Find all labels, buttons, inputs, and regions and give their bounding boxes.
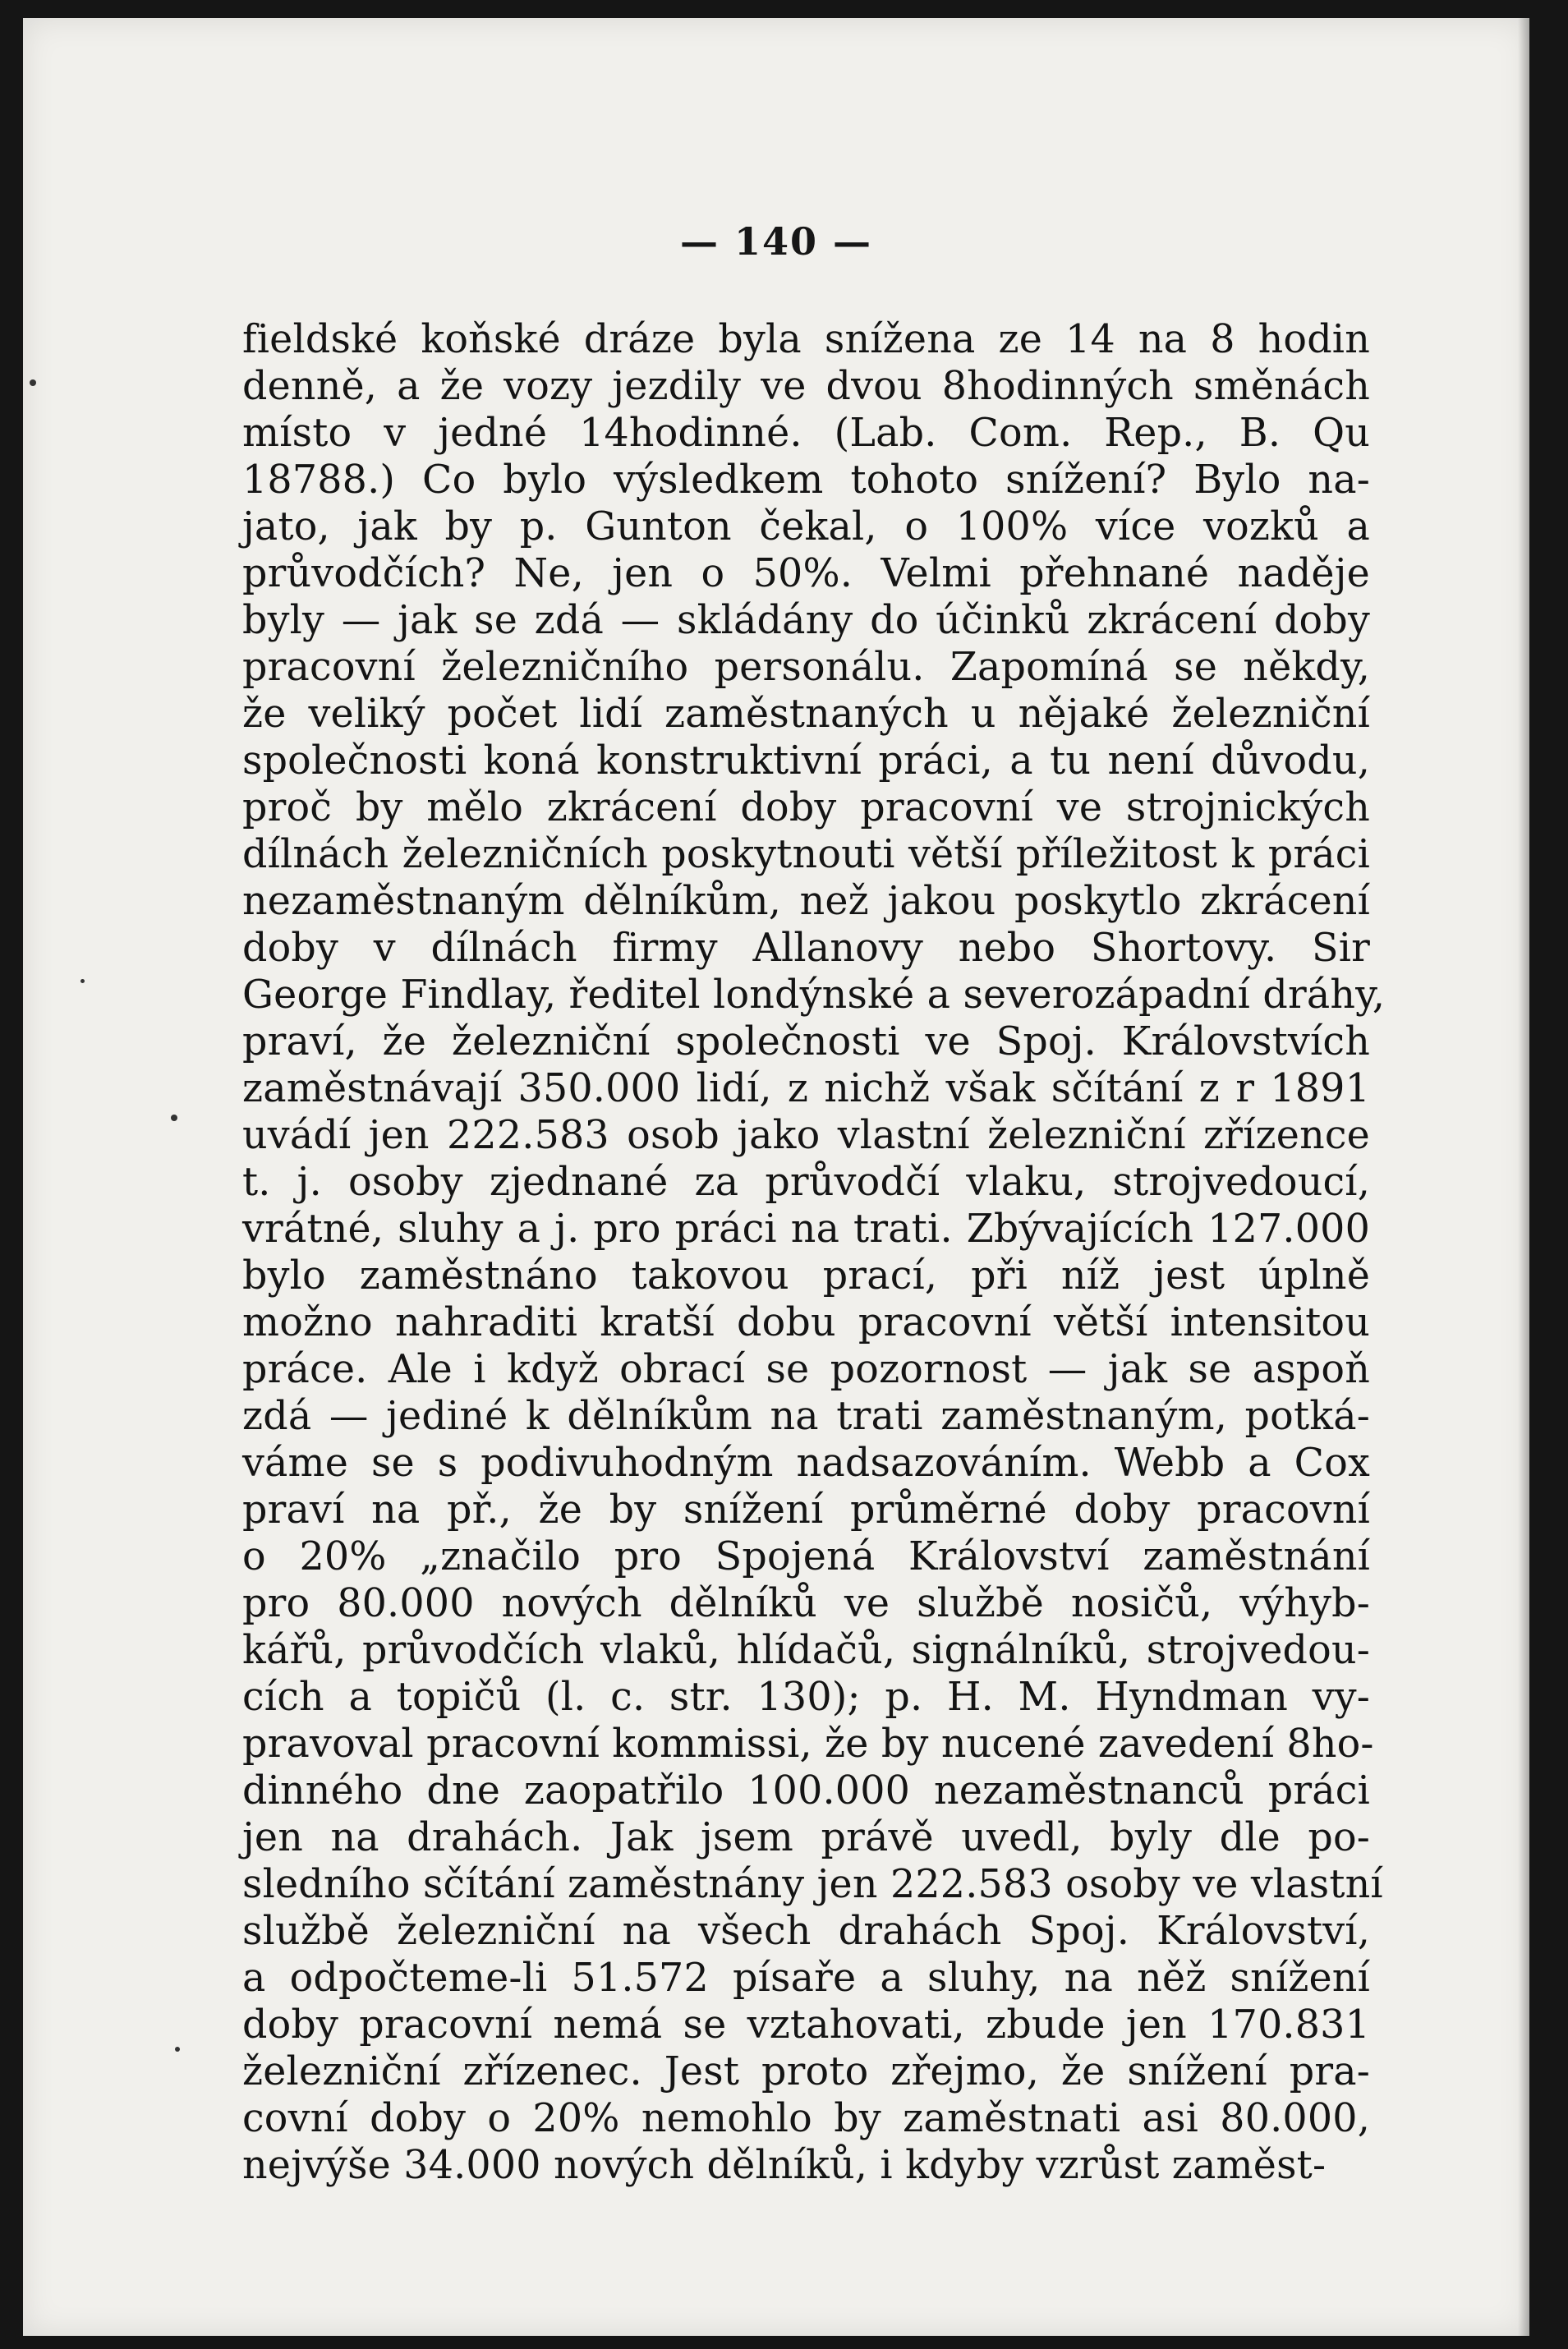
text-line: jen na drahách. Jak jsem právě uvedl, byly dle po- [242,1815,1370,1860]
scan-speck [171,1115,177,1121]
text-line: covní doby o 20% nemohlo by zaměstnati asi 80.000, [242,2096,1370,2141]
text-line: proč by mělo zkrácení doby pracovní ve strojnických [242,785,1370,830]
text-line: sledního sčítání zaměstnány jen 222.583 osoby ve vlastní [242,1862,1383,1907]
text-line: pro 80.000 nových dělníků ve službě nosičů, výhyb- [242,1581,1370,1626]
text-line: fieldské koňské dráze byla snížena ze 14 na 8 hodin [242,317,1370,362]
body-text [242,316,1386,2189]
text-line: uvádí jen 222.583 osob jako vlastní železniční zřízence [242,1113,1370,1158]
text-line: t. j. osoby zjednané za průvodčí vlaku, strojvedoucí, [242,1160,1370,1205]
text-line: George Findlay, ředitel londýnské a severozápadní dráhy, [242,972,1386,1018]
text-line: denně, a že vozy jezdily ve dvou 8hodinných směnách [242,364,1370,409]
text-line: doby pracovní nemá se vztahovati, zbude jen 170.831 [242,2002,1370,2048]
scan-speck [175,2047,180,2052]
text-line: možno nahraditi kratší dobu pracovní větší intensitou [242,1300,1370,1345]
scan-speck [80,979,85,983]
text-line: zaměstnávají 350.000 lidí, z nichž však sčítání z r 1891 [242,1066,1370,1111]
text-line: o 20% „značilo pro Spojená Království zaměstnání [242,1534,1370,1579]
text-line: nezaměstnaným dělníkům, než jakou poskytlo zkrácení [242,879,1370,924]
page-number: — 140 — [679,219,873,264]
text-line: dílnách železničních poskytnouti větší příležitost k práci [242,832,1370,877]
text-line: váme se s podivuhodným nadsazováním. Webb a Cox [242,1441,1370,1486]
text-line: službě železniční na všech drahách Spoj. Království, [242,1909,1370,1954]
text-line: jato, jak by p. Gunton čekal, o 100% více vozků a [242,504,1370,549]
text-line: společnosti koná konstruktivní práci, a tu není důvodu, [242,738,1370,784]
text-line: pracovní železničního personálu. Zapomíná se někdy, [242,645,1370,690]
text-line: praví na př., že by snížení průměrné doby pracovní [242,1487,1370,1533]
text-line: a odpočteme-li 51.572 písaře a sluhy, na něž snížení [242,1956,1370,2001]
text-line: 18788.) Co bylo výsledkem tohoto snížení? Bylo na- [242,457,1370,503]
text-line: průvodčích? Ne, jen o 50%. Velmi přehnané naděje [242,551,1370,596]
text-line: byly — jak se zdá — skládány do účinků zkrácení doby [242,598,1370,643]
text-line: železniční zřízenec. Jest proto zřejmo, že snížení pra- [242,2049,1370,2094]
book-page [23,18,1529,2336]
text-line: zdá — jediné k dělníkům na trati zaměstnaným, potká- [242,1394,1370,1439]
text-line: praví, že železniční společnosti ve Spoj. Královstvích [242,1019,1370,1064]
text-line: pravoval pracovní kommissi, že by nucené zavedení 8ho- [242,1722,1374,1767]
text-line: místo v jedné 14hodinné. (Lab. Com. Rep., B. Qu [242,411,1370,456]
text-line: vrátné, sluhy a j. pro práci na trati. Zbývajících 127.000 [242,1207,1370,1252]
text-line: nejvýše 34.000 nových dělníků, i kdyby vzrůst zaměst- [242,2143,1327,2188]
text-line: že veliký počet lidí zaměstnaných u nějaké železniční [242,692,1370,737]
text-line: doby v dílnách firmy Allanovy nebo Shortovy. Sir [242,926,1370,971]
text-line: kářů, průvodčích vlaků, hlídačů, signálníků, strojvedou- [242,1628,1370,1673]
scan-speck [30,379,36,386]
text-line: práce. Ale i když obrací se pozornost — jak se aspoň [242,1347,1370,1392]
text-line: bylo zaměstnáno takovou prací, při níž jest úplně [242,1253,1370,1299]
text-line: dinného dne zaopatřilo 100.000 nezaměstnanců práci [242,1768,1370,1813]
text-line: cích a topičů (l. c. str. 130); p. H. M. Hyndman vy- [242,1675,1370,1720]
